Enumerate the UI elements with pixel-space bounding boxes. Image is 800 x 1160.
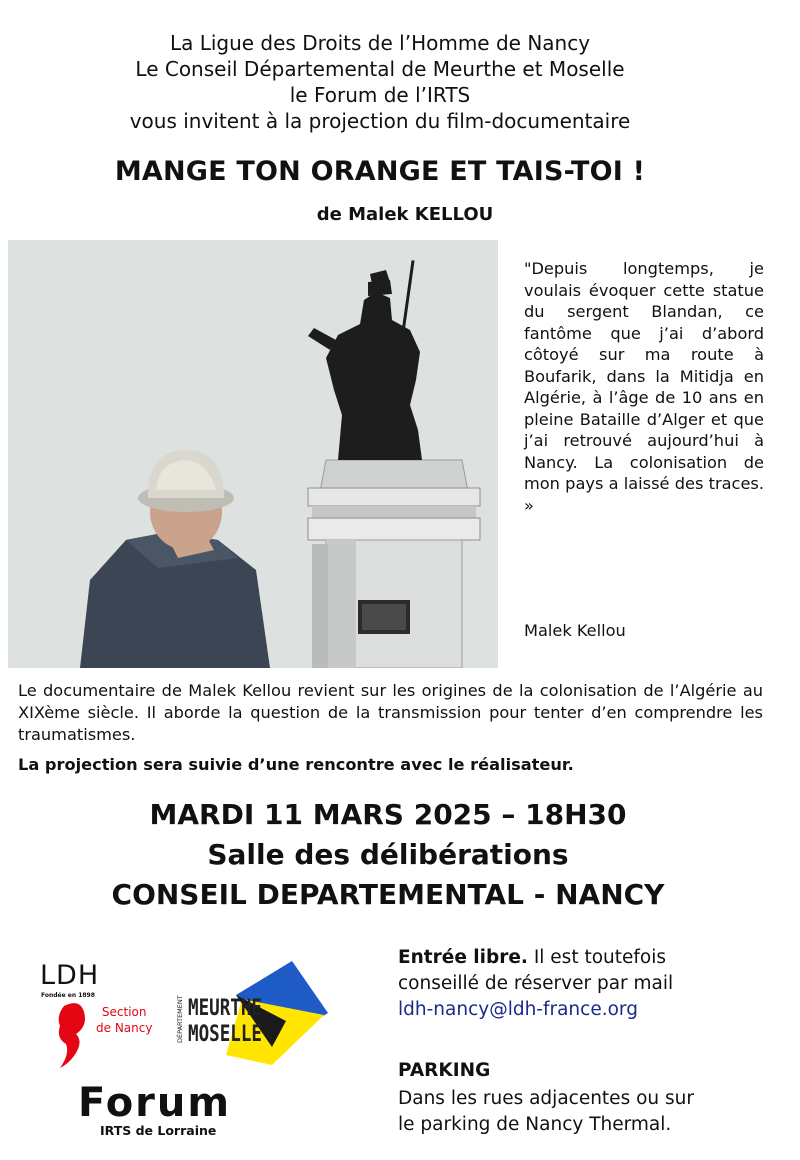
moselle-label: MOSELLE [188,1022,262,1047]
film-description: Le documentaire de Malek Kellou revient sur les origines de la colonisation de l’Algérie au XIXème siècle. Il aborde la question de la transmission pour tenter d’en comprendre les traumatismes. [18,681,763,744]
parking-line: Dans les rues adjacentes ou sur [398,1088,694,1109]
inviter-line: le Forum de l’IRTS [289,83,471,107]
entry-line [398,945,778,971]
entry-rest: Il est toutefois [527,947,666,968]
statue-illustration [8,240,498,668]
ldh-section [96,1004,152,1036]
inviter-line: vous invitent à la projection du film-documentaire [129,109,631,133]
entry-free: Entrée libre. [398,947,528,968]
parking-info [398,1086,694,1138]
statue-image [8,240,498,668]
quote-author: Malek Kellou [524,621,626,640]
forum-irts-logo [70,1080,260,1150]
parking-line: le parking de Nancy Thermal. [398,1114,672,1135]
meurthe-moselle-logo [174,955,334,1065]
ldh-flame-icon [54,998,94,1068]
meurthe-dept-label: DÉPARTEMENT [176,995,184,1043]
entry-info [398,945,778,1023]
inviter-line: Le Conseil Départemental de Meurthe et Moselle [135,57,625,81]
event-date: MARDI 11 MARS 2025 – 18H30 [149,798,627,831]
forum-logo-text: Forum [78,1080,232,1126]
entry-line-2: conseillé de réserver par mail [398,973,674,994]
event-room: Salle des délibérations [207,838,569,871]
inviter-line: La Ligue des Droits de l’Homme de Nancy [169,31,591,55]
ldh-section-line: Section [101,1005,147,1019]
ldh-logo-text: LDH [40,960,100,991]
parking-title: PARKING [398,1060,491,1081]
contact-email[interactable]: ldh-nancy@ldh-france.org [398,999,638,1020]
meurthe-moselle-emblem [174,955,334,1065]
screening-note: La projection sera suivie d’une rencontre avec le réalisateur. [18,755,574,774]
meurthe-label: MEURTHE [188,996,262,1021]
inviters-block [0,30,760,134]
forum-subtitle: IRTS de Lorraine [100,1123,217,1138]
director-credit: de Malek KELLOU [316,204,494,225]
ldh-section-line: de Nancy [96,1021,153,1035]
ldh-logo [40,960,180,1070]
ldh-founded: Fondée en 1898 [41,992,95,999]
director-quote: "Depuis longtemps, je voulais évoquer cette statue du sergent Blandan, ce fantôme que j’ai d’abord côtoyé sur ma route à Boufarik, dans la Mitidja en Algérie, à l’âge de 10 ans en pleine Bataille d’Alger et que j’ai retrouvé aujourd’hui à Nancy. La colonisation de mon pays a laissé des traces. » [524,259,764,515]
film-title: MANGE TON ORANGE ET TAIS-TOI ! [114,156,646,187]
event-venue: CONSEIL DEPARTEMENTAL - NANCY [111,878,665,911]
